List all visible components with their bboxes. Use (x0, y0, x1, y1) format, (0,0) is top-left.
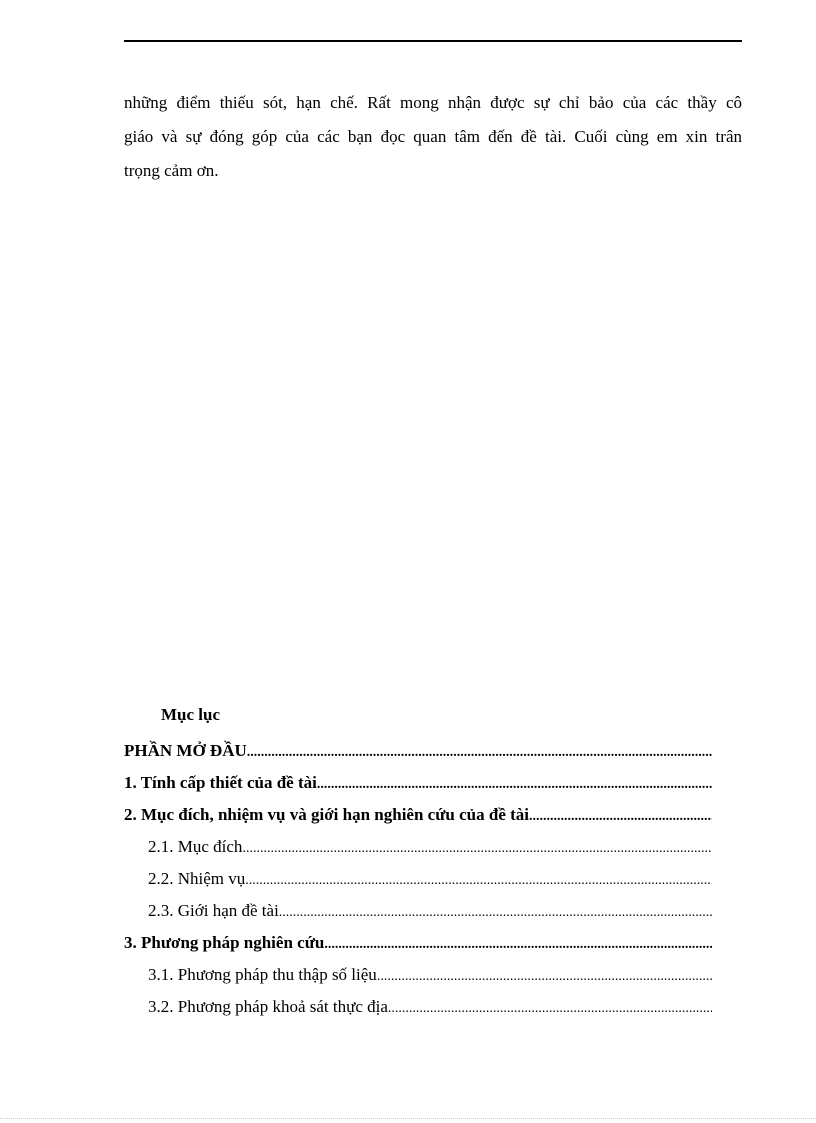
toc-entry-2-2[interactable] (124, 863, 712, 895)
table-of-contents (124, 735, 712, 1023)
toc-entry-label: PHẦN MỞ ĐẦU (124, 741, 247, 760)
paragraph-line: giáo và sự đóng góp của các bạn đọc quan tâm đến đề tài. Cuối cùng em xin trân (124, 127, 742, 146)
toc-entry-2-1[interactable] (124, 831, 712, 863)
header-rule (124, 40, 742, 42)
toc-entry-3-1[interactable] (124, 959, 712, 991)
toc-dot-leader (388, 993, 712, 1023)
toc-title: Mục lục (161, 705, 221, 724)
toc-entry-phan-mo-dau[interactable] (124, 735, 712, 767)
toc-dot-leader (377, 961, 712, 991)
toc-dot-leader (247, 737, 712, 767)
toc-entry-1[interactable] (124, 767, 712, 799)
toc-entry-label: 2.3. Giới hạn đề tài (148, 901, 279, 920)
toc-entry-3[interactable] (124, 927, 712, 959)
toc-entry-label: 2. Mục đích, nhiệm vụ và giới hạn nghiên cứu của đề tài (124, 805, 530, 824)
toc-entry-label: 1. Tính cấp thiết của đề tài (124, 773, 317, 792)
page-bottom-border (0, 1118, 816, 1119)
toc-entry-label: 2.1. Mục đích (148, 837, 243, 856)
paragraph-line: những điểm thiếu sót, hạn chế. Rất mong nhận được sự chỉ bảo của các thầy cô (124, 93, 742, 112)
toc-entry-label: 3.2. Phương pháp khoả sát thực địa (148, 997, 388, 1016)
toc-dot-leader (279, 897, 712, 927)
toc-entry-2[interactable] (124, 799, 712, 831)
toc-entry-label: 3.1. Phương pháp thu thập số liệu (148, 965, 377, 984)
paragraph-line: trọng cảm ơn. (124, 161, 219, 180)
toc-entry-3-2[interactable] (124, 991, 712, 1023)
toc-dot-leader (317, 769, 712, 799)
toc-dot-leader (245, 865, 712, 895)
toc-dot-leader (529, 801, 712, 831)
toc-dot-leader (324, 929, 712, 959)
toc-dot-leader (242, 833, 712, 863)
toc-entry-label: 2.2. Nhiệm vụ (148, 869, 246, 888)
toc-entry-2-3[interactable] (124, 895, 712, 927)
closing-paragraph (124, 86, 742, 188)
toc-entry-label: 3. Phương pháp nghiên cứu (124, 933, 325, 952)
